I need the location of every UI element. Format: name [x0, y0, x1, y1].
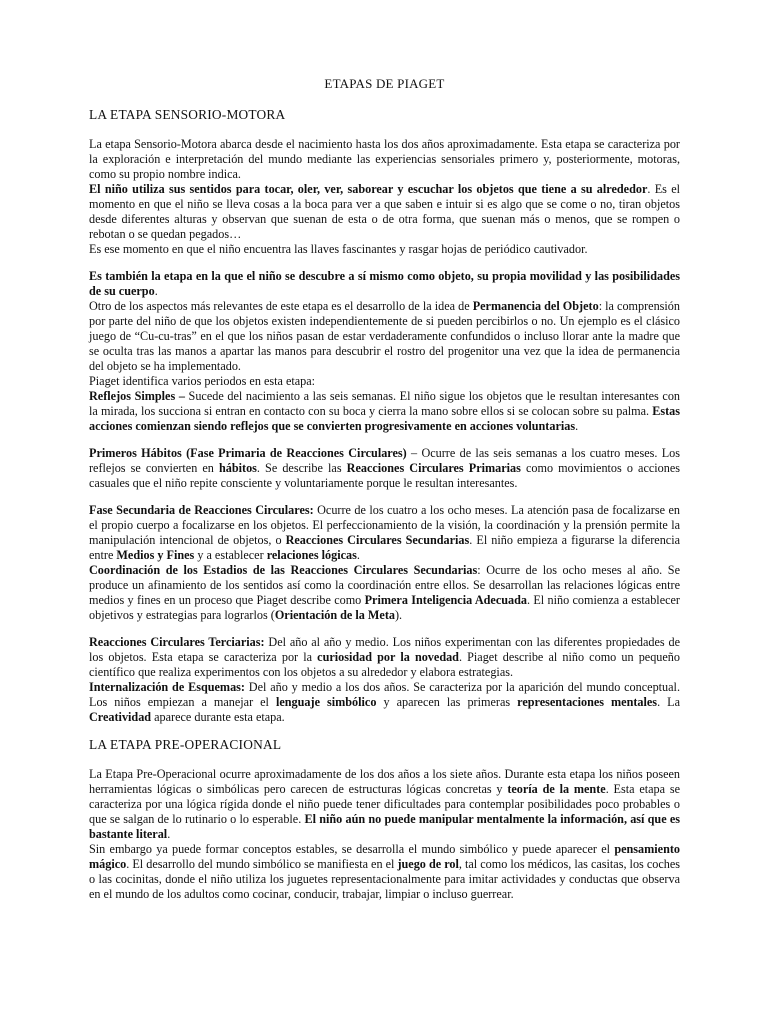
bold-text: Medios y Fines	[116, 548, 195, 562]
text-run: .	[356, 548, 360, 562]
paragraph	[89, 446, 680, 491]
spacer	[89, 623, 680, 635]
bold-text: Reacciones Circulares Primarias	[346, 461, 521, 475]
paragraph	[89, 389, 680, 434]
section-heading: LA ETAPA SENSORIO-MOTORA	[89, 107, 286, 122]
text-run: La etapa Sensorio-Motora abarca desde el nacimiento hasta los dos años aproximadamente. Esta etapa se caracteriza por la exploración e interpretación del mundo mediante las experiencias sensoriales primero y, posteriormente, motoras, como su propio nombre indica.	[89, 137, 680, 181]
bold-text: curiosidad por la novedad	[317, 650, 459, 664]
paragraph	[89, 182, 680, 242]
text-run: como movimientos o acciones casuales que el niño repite consciente y voluntariamente porque le resultan interesantes.	[89, 461, 680, 490]
bold-text: pensamiento mágico	[89, 842, 680, 871]
text-run: La Etapa Pre-Operacional ocurre aproximadamente de los dos años a los siete años. Durante esta etapa los niños poseen herramientas lógicas o simbólicas pero carecen de estructuras lógicas concretas y	[89, 767, 680, 796]
bold-text: Fase Secundaria de Reacciones Circulares:	[89, 503, 314, 517]
text-run: . El niño empieza a figurarse la diferencia entre	[89, 533, 681, 562]
bold-text: Internalización de Esquemas:	[89, 680, 245, 694]
spacer	[89, 257, 680, 269]
document-body	[89, 107, 680, 902]
bold-text: El niño utiliza sus sentidos para tocar, oler, ver, saborear y escuchar los objetos que tiene a su alrededor	[89, 182, 648, 196]
text-run: . Esta etapa se caracteriza por una lógica rígida donde el niño puede tener dificultades para contemplar posibilidades poco probables o que se salgan de lo rutinario o lo esperable.	[89, 782, 680, 826]
bold-text: representaciones mentales	[517, 695, 658, 709]
text-run: Es ese momento en que el niño encuentra las llaves fascinantes y rasgar hojas de periódico cautivador.	[89, 242, 588, 256]
text-run: .	[154, 284, 158, 298]
bold-text: Reacciones Circulares Secundarias	[285, 533, 470, 547]
text-run: y a establecer	[194, 548, 267, 562]
text-run: : la comprensión por parte del niño de que los objetos existen independientemente de si pueden percibirlos o no. Un ejemplo es el clásico juego de “Cu-cu-tras” en el que los niños pasan de estar verdaderamente confundidos o incluso llorar ante la madre que se oculta tras las manos a apartar las manos para descubrir el rostro del progenitor una vez que la idea de permanencia del objeto se ha implementado.	[89, 299, 680, 373]
paragraph	[89, 299, 680, 374]
spacer	[89, 491, 680, 503]
text-run: Sucede del nacimiento a las seis semanas. El niño sigue los objetos que le resultan interesantes con la mirada, los succiona si entran en contacto con su boca y cierra la mano sobre ellos si se colocan sobre su palma.	[89, 389, 681, 418]
text-run: .	[167, 827, 171, 841]
text-run: ).	[394, 608, 403, 622]
spacer	[89, 725, 680, 737]
bold-text: Permanencia del Objeto	[472, 299, 599, 313]
text-run: Del año al año y medio. Los niños experimentan con las diferentes propiedades de los objetos. Esta etapa se caracteriza por la	[89, 635, 680, 664]
bold-text: hábitos	[218, 461, 257, 475]
text-run: . Se describe las	[256, 461, 347, 475]
bold-text: teoría de la mente	[507, 782, 606, 796]
text-run: : Ocurre de los ocho meses al año. Se produce un afinamiento de los sentidos así como la coordinación entre ellos. Se desarrollan las relaciones lógicas entre medios y fines en un proceso que Piaget describe como	[89, 563, 680, 607]
text-run: . La	[657, 695, 680, 709]
text-run: , tal como los médicos, las casitas, los coches o las cocinitas, donde el niño utiliza los juguetes representacionalmente para imitar actividades y conductas que observa en el mundo de los adultos como cocinar, conducir, trabajar, limpiar o incluso guerrear.	[89, 857, 681, 901]
paragraph	[89, 563, 680, 623]
section-heading: LA ETAPA PRE-OPERACIONAL	[89, 737, 282, 752]
text-run: Piaget identifica varios periodos en esta etapa:	[89, 374, 316, 388]
bold-text: El niño aún no puede manipular mentalmente la información, así que es bastante literal	[89, 812, 680, 841]
paragraph	[89, 680, 680, 725]
paragraph	[89, 242, 680, 257]
bold-text: relaciones lógicas	[266, 548, 357, 562]
bold-text: Reacciones Circulares Terciarias:	[89, 635, 265, 649]
text-run: Ocurre de los cuatro a los ocho meses. La atención pasa de focalizarse en el propio cuerpo a focalizarse en los objetos. El perfeccionamiento de la visión, la coordinación y la prensión permite la manipulación intencional de objetos, o	[89, 503, 680, 547]
paragraph	[89, 137, 680, 182]
bold-text: Reflejos Simples –	[89, 389, 185, 403]
text-run: Otro de los aspectos más relevantes de este etapa es el desarrollo de la idea de	[89, 299, 473, 313]
text-run: . El desarrollo del mundo simbólico se manifiesta en el	[126, 857, 398, 871]
text-run: – Ocurre de las seis semanas a los cuatro meses. Los reflejos se convierten en	[89, 446, 681, 475]
text-run: aparece durante esta etapa.	[151, 710, 285, 724]
bold-text: Orientación de la Meta	[274, 608, 395, 622]
bold-text: Creatividad	[89, 710, 152, 724]
paragraph	[89, 374, 680, 389]
paragraph	[89, 503, 680, 563]
text-run: Del año y medio a los dos años. Se caracteriza por la aparición del mundo conceptual. Los niños empiezan a manejar el	[89, 680, 680, 709]
text-run: Sin embargo ya puede formar conceptos estables, se desarrolla el mundo simbólico y puede aparecer el	[89, 842, 615, 856]
paragraph	[89, 767, 680, 842]
paragraph	[89, 269, 680, 299]
text-run: .	[575, 419, 579, 433]
bold-text: Estas acciones comienzan siendo reflejos que se convierten progresivamente en acciones voluntarias	[89, 404, 680, 433]
bold-text: juego de rol	[397, 857, 459, 871]
paragraph	[89, 635, 680, 680]
text-run: . Es el momento en que el niño se lleva cosas a la boca para ver a que saben e intuir si es algo que se come o no, tiran objetos desde diferentes alturas y observan que suenan de esta o de otra forma, que suenan más o menos, que se rompen o rebotan o se quedan pegados…	[89, 182, 681, 241]
paragraph	[89, 842, 680, 902]
bold-text: Coordinación de los Estadios de las Reacciones Circulares Secundarias	[89, 563, 478, 577]
text-run: y aparecen las primeras	[376, 695, 518, 709]
bold-text: Primera Inteligencia Adecuada	[364, 593, 527, 607]
bold-text: Es también la etapa en la que el niño se descubre a sí mismo como objeto, su propia movilidad y las posibilidades de su cuerpo	[89, 269, 680, 298]
document-title: ETAPAS DE PIAGET	[324, 76, 445, 91]
text-run: . El niño comienza a establecer objetivos y estrategias para lograrlos (	[89, 593, 680, 622]
bold-text: lenguaje simbólico	[275, 695, 377, 709]
spacer	[89, 434, 680, 446]
bold-text: Primeros Hábitos (Fase Primaria de Reacciones Circulares)	[89, 446, 407, 460]
text-run: . Piaget describe al niño como un pequeño científico que realiza experimentos con los objetos a su alrededor y elabora estrategias.	[89, 650, 680, 679]
